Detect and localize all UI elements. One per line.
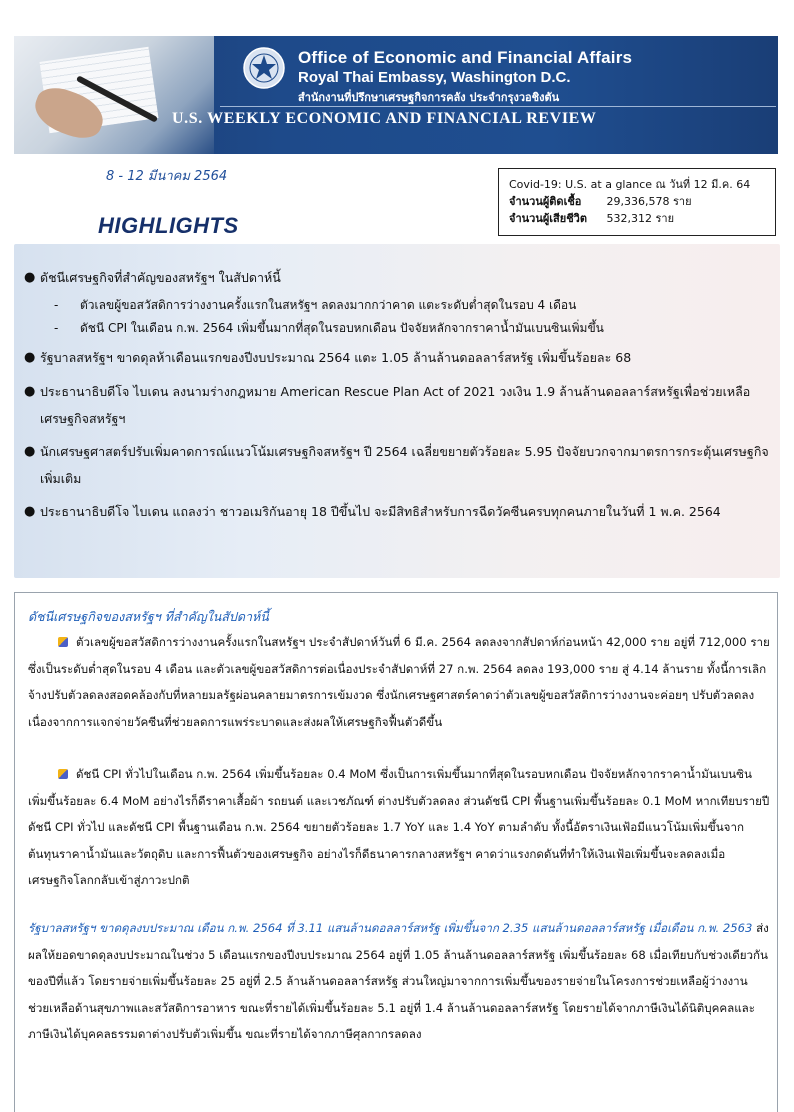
highlight-text: ดัชนีเศรษฐกิจที่สำคัญของสหรัฐฯ ในสัปดาห์นี้: [40, 270, 281, 285]
highlight-item: [24, 266, 776, 290]
highlight-item: [24, 498, 776, 525]
bullet-icon: ●: [24, 350, 36, 365]
highlight-subtext: ดัชนี CPI ในเดือน ก.พ. 2564 เพิ่มขึ้นมากที่สุดในรอบหกเดือน ปัจจัยหลักจากราคาน้ำมันเบนซินเพิ่มขึ้น: [80, 321, 604, 335]
banner-photo: [14, 36, 214, 154]
detail-section: [14, 592, 778, 1112]
bullet-icon: ●: [24, 444, 36, 459]
infected-label: จำนวนผู้ติดเชื้อ: [509, 195, 582, 208]
dash-icon: -: [54, 321, 59, 335]
jobless-claims-paragraph: [28, 629, 770, 735]
covid-infected-row: [509, 193, 775, 210]
paragraph-text: ส่งผลให้ยอดขาดดุลงบประมาณในช่วง 5 เดือนแรกของปีงบประมาณ 2564 อยู่ที่ 1.05 ล้านล้านดอลลาร์สหรัฐ เพิ่มขึ้นร้อยละ 68 เมื่อเทียบกับช่วงเดียวกันของปีที่แล้ว โดยรายจ่ายเพิ่มขึ้นร้อยละ 25 อยู่ที่ 2.5 ล้านล้านดอลลาร์สหรัฐ ส่วนใหญ่มาจากการเพิ่มขึ้นของรายจ่ายในโครงการช่วยเหลือผู้ว่างงาน ช่วยเหลือด้านสุขภาพและสวัสดิการอาหาร ขณะที่รายได้เพิ่มขึ้นร้อยละ 5.1 อยู่ที่ 1.4 ล้านล้านดอลลาร์สหรัฐ โดยรายได้จากภาษีเงินได้นิติบุคคลและภาษีเงินได้บุคคลธรรมดาต่างปรับตัวเพิ่มขึ้น ขณะที่รายได้จากภาษีศุลกากรลดลง: [28, 921, 769, 1041]
review-title: U.S. WEEKLY ECONOMIC AND FINANCIAL REVIEW: [172, 110, 597, 127]
highlight-subitem: [24, 317, 776, 340]
covid-heading: Covid-19: U.S. at a glance ณ วันที่ 12 มี.ค. 64: [509, 178, 751, 191]
highlights-title: HIGHLIGHTS: [98, 213, 239, 238]
bullet-icon: [58, 637, 68, 647]
section-heading: ดัชนีเศรษฐกิจของสหรัฐฯ ที่สำคัญในสัปดาห์นี้: [28, 609, 269, 624]
dash-icon: -: [54, 298, 59, 312]
cpi-paragraph: [28, 761, 770, 894]
highlight-item: [24, 346, 776, 370]
bullet-icon: ●: [24, 504, 36, 519]
deaths-value: 532,312 ราย: [606, 212, 675, 225]
highlight-item: [24, 438, 776, 492]
budget-deficit-paragraph: [28, 915, 770, 1048]
highlight-subtext: ตัวเลขผู้ขอสวัสดิการว่างงานครั้งแรกในสหรัฐฯ ลดลงมากกว่าคาด แตะระดับต่ำสุดในรอบ 4 เดือน: [80, 298, 577, 312]
banner-divider: [220, 106, 776, 107]
office-title: Office of Economic and Financial Affairs: [298, 48, 633, 67]
paragraph-text: ตัวเลขผู้ขอสวัสดิการว่างงานครั้งแรกในสหรัฐฯ ประจำสัปดาห์วันที่ 6 มี.ค. 2564 ลดลงจากสัปดาห์ก่อนหน้า 42,000 ราย อยู่ที่ 712,000 ราย ซึ่งเป็นระดับต่ำสุดในรอบ 4 เดือน และตัวเลขผู้ขอสวัสดิการต่อเนื่องประจำสัปดาห์ที่ 27 ก.พ. 2564 ลดลง 193,000 ราย สู่ 4.14 ล้านราย ทั้งนี้การเลิกจ้างปรับตัวลดลงสอดคล้องกับที่หลายมลรัฐผ่อนคลายมาตรการเข้มงวด ซึ่งนักเศรษฐศาสตร์คาดว่าตัวเลขผู้ขอสวัสดิการว่างงานจะค่อยๆ ปรับตัวลดลงเนื่องจากการแจกจ่ายวัคซีนที่ช่วยลดการแพร่ระบาดและส่งผลให้เศรษฐกิจฟื้นตัวดีขึ้น: [28, 635, 770, 729]
bullet-icon: ●: [24, 384, 36, 399]
bullet-icon: [58, 769, 68, 779]
thai-office-name: สำนักงานที่ปรึกษาเศรษฐกิจการคลัง ประจำกรุงวอชิงตัน: [298, 91, 560, 104]
covid-deaths-row: [509, 210, 775, 227]
highlight-item: [24, 378, 776, 432]
infected-value: 29,336,578 ราย: [606, 195, 692, 208]
highlights-list: [24, 266, 776, 529]
highlight-text: ประธานาธิบดีโจ ไบเดน แถลงว่า ชาวอเมริกันอายุ 18 ปีขึ้นไป จะมีสิทธิสำหรับการฉีดวัคซีนครบทุกคนภายในวันที่ 1 พ.ค. 2564: [40, 504, 721, 519]
highlight-text: รัฐบาลสหรัฐฯ ขาดดุลห้าเดือนแรกของปีงบประมาณ 2564 แตะ 1.05 ล้านล้านดอลลาร์สหรัฐ เพิ่มขึ้นร้อยละ 68: [40, 350, 632, 365]
highlight-text: ประธานาธิบดีโจ ไบเดน ลงนามร่างกฎหมาย American Rescue Plan Act of 2021 วงเงิน 1.9 ล้านล้านดอลลาร์สหรัฐเพื่อช่วยเหลือเศรษฐกิจสหรัฐฯ: [40, 384, 751, 426]
date-range: 8 - 12 มีนาคม 2564: [106, 169, 228, 184]
ministry-seal-icon: [242, 46, 286, 90]
header-banner: [14, 36, 778, 154]
covid-summary-box: [498, 168, 776, 236]
highlights-panel: [14, 244, 780, 578]
highlight-subitem: [24, 294, 776, 317]
deaths-label: จำนวนผู้เสียชีวิต: [509, 212, 587, 225]
paragraph-text: ดัชนี CPI ทั่วไปในเดือน ก.พ. 2564 เพิ่มขึ้นร้อยละ 0.4 MoM ซึ่งเป็นการเพิ่มขึ้นมากที่สุดในรอบหกเดือน ปัจจัยหลักจากราคาน้ำมันเบนซินเพิ่มขึ้นร้อยละ 6.4 MoM อย่างไรก็ดีราคาเสื้อผ้า รถยนต์ และเวชภัณฑ์ ต่างปรับตัวลดลง ส่วนดัชนี CPI พื้นฐานเพิ่มขึ้นร้อยละ 0.1 MoM หากเทียบรายปี ดัชนี CPI ทั่วไป และดัชนี CPI พื้นฐานเดือน ก.พ. 2564 ขยายตัวร้อยละ 1.7 YoY และ 1.4 YoY ตามลำดับ ทั้งนี้อัตราเงินเฟ้อมีแนวโน้มเพิ่มขึ้นจากต้นทุนราคาน้ำมันและวัตถุดิบ และการฟื้นตัวของเศรษฐกิจ อย่างไรก็ดีธนาคารกลางสหรัฐฯ คาดว่าแรงกดดันที่ทำให้เงินเฟ้อเพิ่มขึ้นจะลดลงเมื่อเศรษฐกิจโลกกลับเข้าสู่ภาวะปกติ: [28, 767, 770, 887]
bullet-icon: ●: [24, 270, 36, 285]
highlight-text: นักเศรษฐศาสตร์ปรับเพิ่มคาดการณ์แนวโน้มเศรษฐกิจสหรัฐฯ ปี 2564 เฉลี่ยขยายตัวร้อยละ 5.95 ปัจจัยบวกจากมาตรการกระตุ้นเศรษฐกิจเพิ่มเติม: [40, 444, 769, 486]
embassy-name: Royal Thai Embassy, Washington D.C.: [298, 69, 571, 86]
paragraph-lead: รัฐบาลสหรัฐฯ ขาดดุลงบประมาณ เดือน ก.พ. 2564 ที่ 3.11 แสนล้านดอลลาร์สหรัฐ เพิ่มขึ้นจาก 2.35 แสนล้านดอลลาร์สหรัฐ เมื่อเดือน ก.พ. 2563: [28, 921, 753, 935]
